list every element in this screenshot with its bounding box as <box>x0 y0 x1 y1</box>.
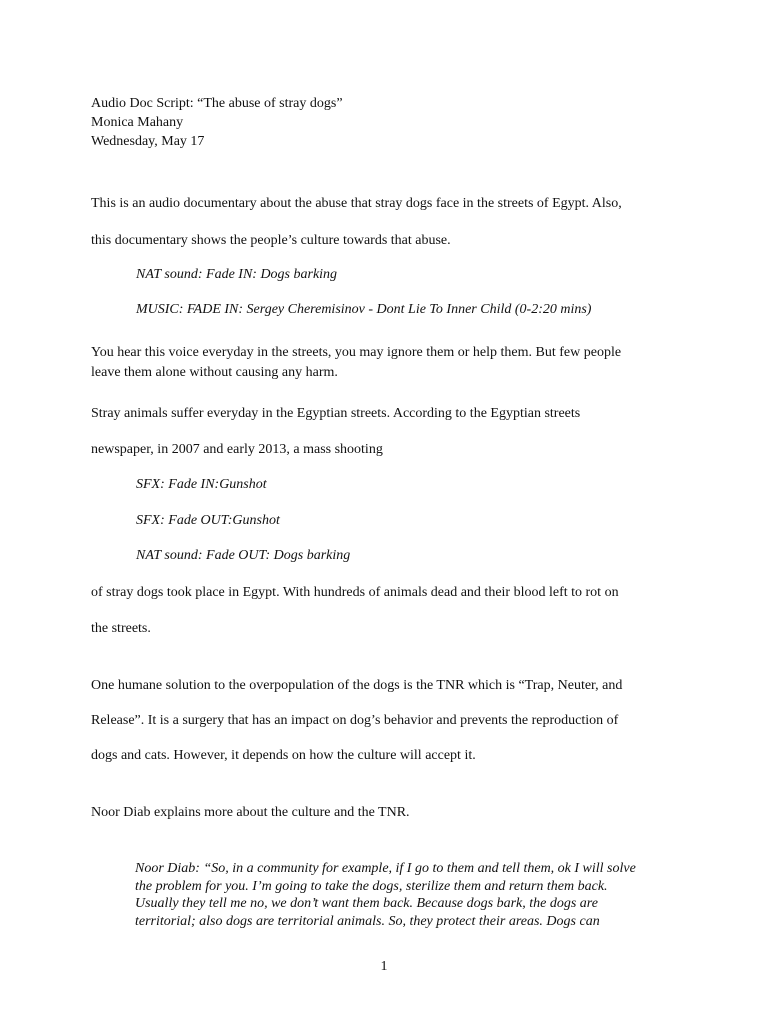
voice-line-2: leave them alone without causing any harm. <box>91 365 338 380</box>
tnr-line-2: Release”. It is a surgery that has an impact on dog’s behavior and prevents the reproduction of <box>91 713 619 728</box>
noor-intro: Noor Diab explains more about the culture and the TNR. <box>91 805 410 820</box>
shooting-line-2: the streets. <box>91 621 151 636</box>
script-title: Audio Doc Script: “The abuse of stray dogs” <box>91 96 343 111</box>
page-number: 1 <box>380 959 388 974</box>
cue-sfx-out: SFX: Fade OUT:Gunshot <box>136 513 280 528</box>
tnr-line-3: dogs and cats. However, it depends on how the culture will accept it. <box>91 748 476 763</box>
tnr-line-1: One humane solution to the overpopulation of the dogs is the TNR which is “Trap, Neuter, and <box>91 678 623 693</box>
author-name: Monica Mahany <box>91 115 184 130</box>
intro-line-2: this documentary shows the people’s culture towards that abuse. <box>91 233 451 248</box>
intro-line-1: This is an audio documentary about the abuse that stray dogs face in the streets of Egypt. Also, <box>91 196 622 211</box>
cue-music-in: MUSIC: FADE IN: Sergey Cheremisinov - Dont Lie To Inner Child (0-2:20 mins) <box>136 302 592 317</box>
interview-quote <box>135 860 695 930</box>
quote-line-4: territorial; also dogs are territorial animals. So, they protect their areas. Dogs can <box>135 913 600 929</box>
cue-nat-sound-in: NAT sound: Fade IN: Dogs barking <box>136 267 338 282</box>
cue-nat-sound-out: NAT sound: Fade OUT: Dogs barking <box>136 548 351 563</box>
voice-line-1: You hear this voice everyday in the streets, you may ignore them or help them. But few people <box>91 345 622 360</box>
stray-line-2: newspaper, in 2007 and early 2013, a mass shooting <box>91 442 383 457</box>
quote-line-2: the problem for you. I’m going to take the dogs, sterilize them and return them back. <box>135 878 608 894</box>
cue-sfx-in: SFX: Fade IN:Gunshot <box>136 477 267 492</box>
script-date: Wednesday, May 17 <box>91 134 205 149</box>
stray-line-1: Stray animals suffer everyday in the Egyptian streets. According to the Egyptian streets <box>91 406 581 421</box>
quote-line-1: Noor Diab: “So, in a community for example, if I go to them and tell them, ok I will solve <box>135 861 636 876</box>
shooting-line-1: of stray dogs took place in Egypt. With hundreds of animals dead and their blood left to rot on <box>91 585 619 600</box>
quote-line-3: Usually they tell me no, we don’t want them back. Because dogs bark, the dogs are <box>135 896 598 911</box>
